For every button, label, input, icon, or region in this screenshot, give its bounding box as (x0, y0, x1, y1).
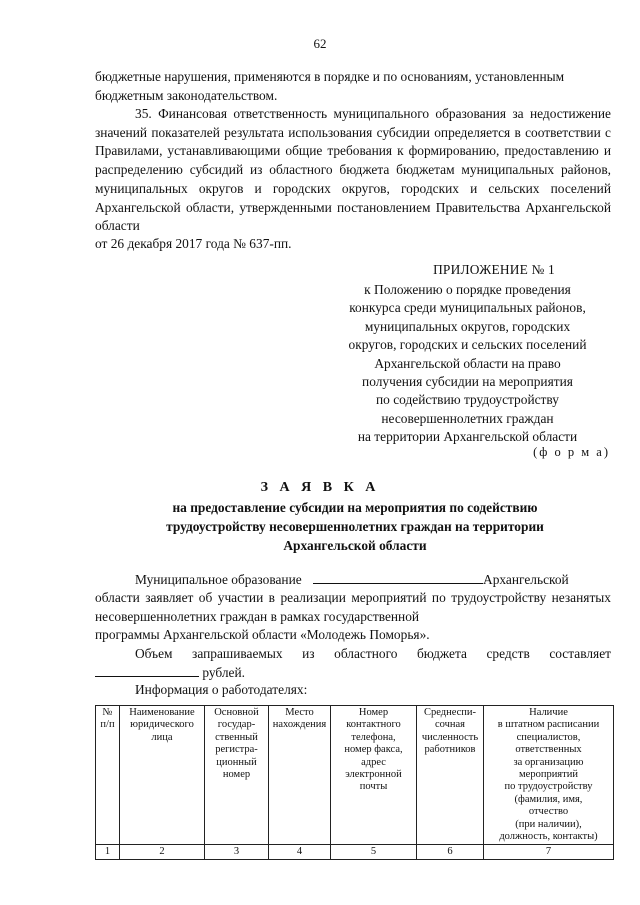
municipality-line (135, 570, 611, 590)
column-number: 1 (96, 845, 120, 860)
employers-table (95, 705, 614, 860)
region-word: Архангельской (483, 572, 569, 587)
header-cell-number: № п/п (96, 706, 120, 845)
rubles-line (95, 663, 245, 683)
amount-blank-field[interactable] (95, 663, 199, 677)
table-header-row (96, 706, 614, 845)
paragraph-line: бюджетные нарушения, применяются в порядке и по основаниям, установленным (95, 69, 565, 84)
header-cell-legal-name: Наименование юридического лица (120, 706, 205, 845)
header-cell-headcount: Среднеспи- сочная численность работников (417, 706, 484, 845)
paragraph-35 (95, 105, 611, 236)
column-number: 2 (120, 845, 205, 860)
column-number: 4 (269, 845, 331, 860)
appendix-line: получения субсидии на мероприятия (362, 374, 573, 390)
column-number: 5 (331, 845, 417, 860)
column-number: 7 (484, 845, 614, 860)
form-mark: (ф о р м а) (533, 445, 610, 459)
employers-info-label: Информация о работодателях: (135, 682, 308, 697)
page-number: 62 (313, 36, 327, 51)
column-number: 3 (205, 845, 269, 860)
subtitle-line: Архангельской области (283, 538, 427, 553)
table-number-row (96, 845, 614, 860)
appendix-line: на территории Архангельской области (357, 429, 578, 445)
header-cell-contacts: Номер контактного телефона, номер факса, адрес электронной почты (331, 706, 417, 845)
subtitle-line: трудоустройству несовершеннолетних граждан на территории (166, 519, 544, 534)
rubles-label: рублей. (202, 665, 246, 680)
appendix-line: несовершеннолетних граждан (381, 410, 554, 426)
municipality-blank-field[interactable] (313, 570, 483, 584)
header-cell-ogrn: Основной государ- ственный регистра- ционный номер (205, 706, 269, 845)
appendix-line: Архангельской области на право (374, 355, 561, 371)
appendix-description (325, 281, 610, 447)
appendix-line: округов, городских и сельских поселений (348, 337, 587, 353)
appendix-line: по содействию трудоустройству (376, 392, 559, 408)
header-cell-specialists: Наличие в штатном расписании специалистов, ответственных за организацию мероприятий по трудоустройству (фамилия, имя, отчество (при наличии), должность, контакты) (484, 706, 614, 845)
appendix-title: ПРИЛОЖЕНИЕ № 1 (433, 262, 555, 277)
appendix-line: муниципальных округов, городских (364, 318, 571, 334)
document-subtitle (120, 498, 590, 555)
paragraph-continuation (95, 68, 611, 105)
header-cell-location: Место нахождения (269, 706, 331, 845)
column-number: 6 (417, 845, 484, 860)
subtitle-line: на предоставление субсидии на мероприятия по содействию (172, 500, 538, 515)
paragraph-35-last-line: от 26 декабря 2017 года № 637-пп. (95, 236, 292, 251)
appendix-line: к Положению о порядке проведения (364, 282, 571, 297)
paragraph-line: бюджетным законодательством. (95, 87, 278, 103)
document-title: З А Я В К А (260, 480, 380, 495)
program-line: программы Архангельской области «Молодежь Поморья». (95, 627, 430, 642)
participation-statement: области заявляет об участии в реализации мероприятий по трудоустройству незанятых несовершеннолетних граждан в рамках государственной (95, 590, 611, 624)
paragraph-35-body: 35. Финансовая ответственность муниципального образования за недостижение значений показателей результата использования субсидии определяется в соответствии с Правилами, устанавливающими общие требования к формированию, предоставлению и распределению субсидий из областного бюджета бюджетам муниципальных районов, муниципальных округов и городских округов, городских и сельских поселений Архангельской области, утвержденными постановлением Правительства Архангельской области (95, 106, 611, 234)
municipality-label: Муниципальное образование (135, 572, 302, 587)
appendix-line: конкурса среди муниципальных районов, (349, 300, 586, 316)
volume-line: Объем запрашиваемых из областного бюджета средств составляет (135, 646, 611, 661)
